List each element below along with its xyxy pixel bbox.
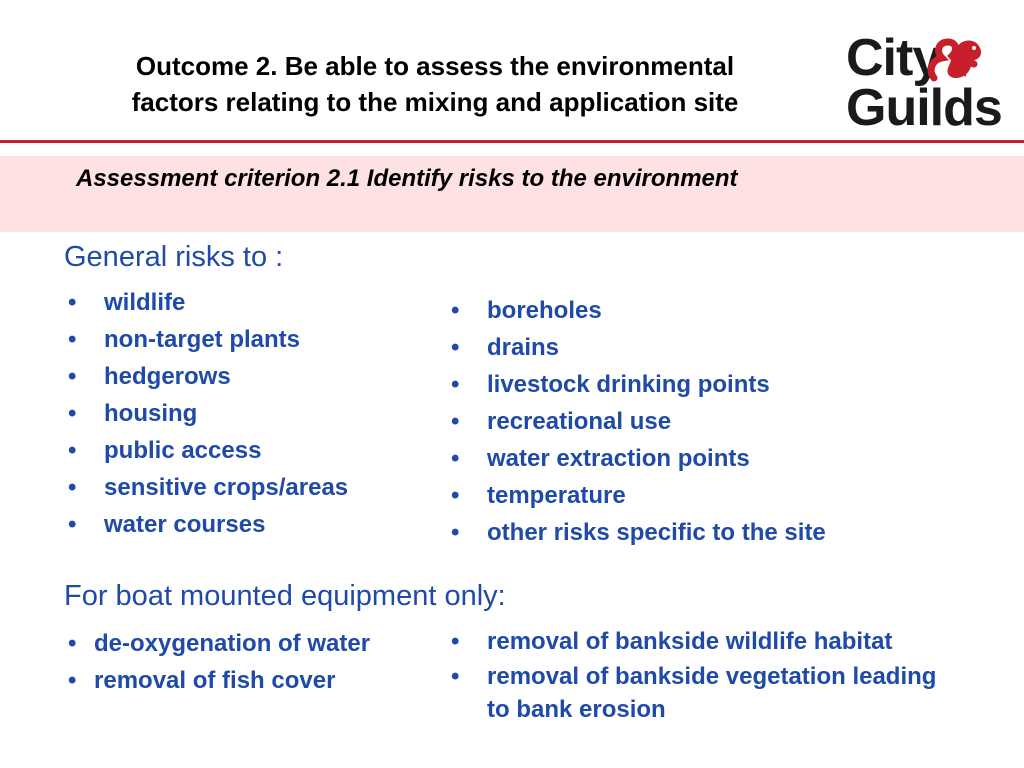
bullet-icon: •: [451, 519, 460, 546]
list-item: • public access: [64, 432, 348, 469]
bullet-icon: •: [68, 511, 77, 538]
list-item: • water courses: [64, 506, 348, 543]
list-item: • non-target plants: [64, 321, 348, 358]
header-divider: [0, 140, 1024, 143]
general-risks-right-list: [447, 292, 826, 551]
bullet-icon: •: [451, 445, 460, 472]
boat-equipment-heading: For boat mounted equipment only:: [64, 580, 506, 612]
list-item: • sensitive crops/areas: [64, 469, 348, 506]
bullet-icon: •: [68, 363, 77, 390]
slide-title: [40, 48, 830, 120]
bullet-icon: •: [68, 289, 77, 316]
title-line-2: factors relating to the mixing and application site: [131, 87, 739, 117]
general-risks-heading: General risks to :: [64, 241, 284, 273]
list-item: • removal of fish cover: [64, 662, 370, 699]
bullet-icon: •: [68, 630, 77, 657]
list-item: • removal of bankside wildlife habitat: [447, 623, 987, 660]
list-item: • removal of bankside vegetation leading to bank erosion: [447, 660, 947, 726]
assessment-criterion: Assessment criterion 2.1 Identify risks to the environment: [76, 165, 738, 192]
list-item: • water extraction points: [447, 440, 826, 477]
general-risks-left-list: [64, 284, 348, 543]
bullet-icon: •: [68, 400, 77, 427]
bullet-icon: •: [68, 326, 77, 353]
list-item: • temperature: [447, 477, 826, 514]
boat-risks-right-list: [447, 623, 987, 726]
list-item: • de-oxygenation of water: [64, 625, 370, 662]
bullet-icon: •: [451, 663, 460, 690]
bullet-icon: •: [451, 297, 460, 324]
list-item: • livestock drinking points: [447, 366, 826, 403]
bullet-icon: •: [68, 667, 77, 694]
list-item: • drains: [447, 329, 826, 366]
boat-risks-left-list: [64, 625, 370, 699]
title-line-1: Outcome 2. Be able to assess the environmental: [135, 51, 735, 81]
bullet-icon: •: [451, 408, 460, 435]
list-item: • wildlife: [64, 284, 348, 321]
bullet-icon: •: [451, 482, 460, 509]
city-and-guilds-logo: [840, 28, 1002, 137]
list-item: • other risks specific to the site: [447, 514, 826, 551]
logo-city-text: City: [846, 29, 941, 87]
bullet-icon: •: [451, 371, 460, 398]
list-item: • hedgerows: [64, 358, 348, 395]
bullet-icon: •: [451, 334, 460, 361]
list-item: • boreholes: [447, 292, 826, 329]
bullet-icon: •: [68, 474, 77, 501]
list-item: • recreational use: [447, 403, 826, 440]
bullet-icon: •: [451, 628, 460, 655]
logo-guilds-text: Guilds: [846, 79, 1002, 137]
list-item: • housing: [64, 395, 348, 432]
bullet-icon: •: [68, 437, 77, 464]
